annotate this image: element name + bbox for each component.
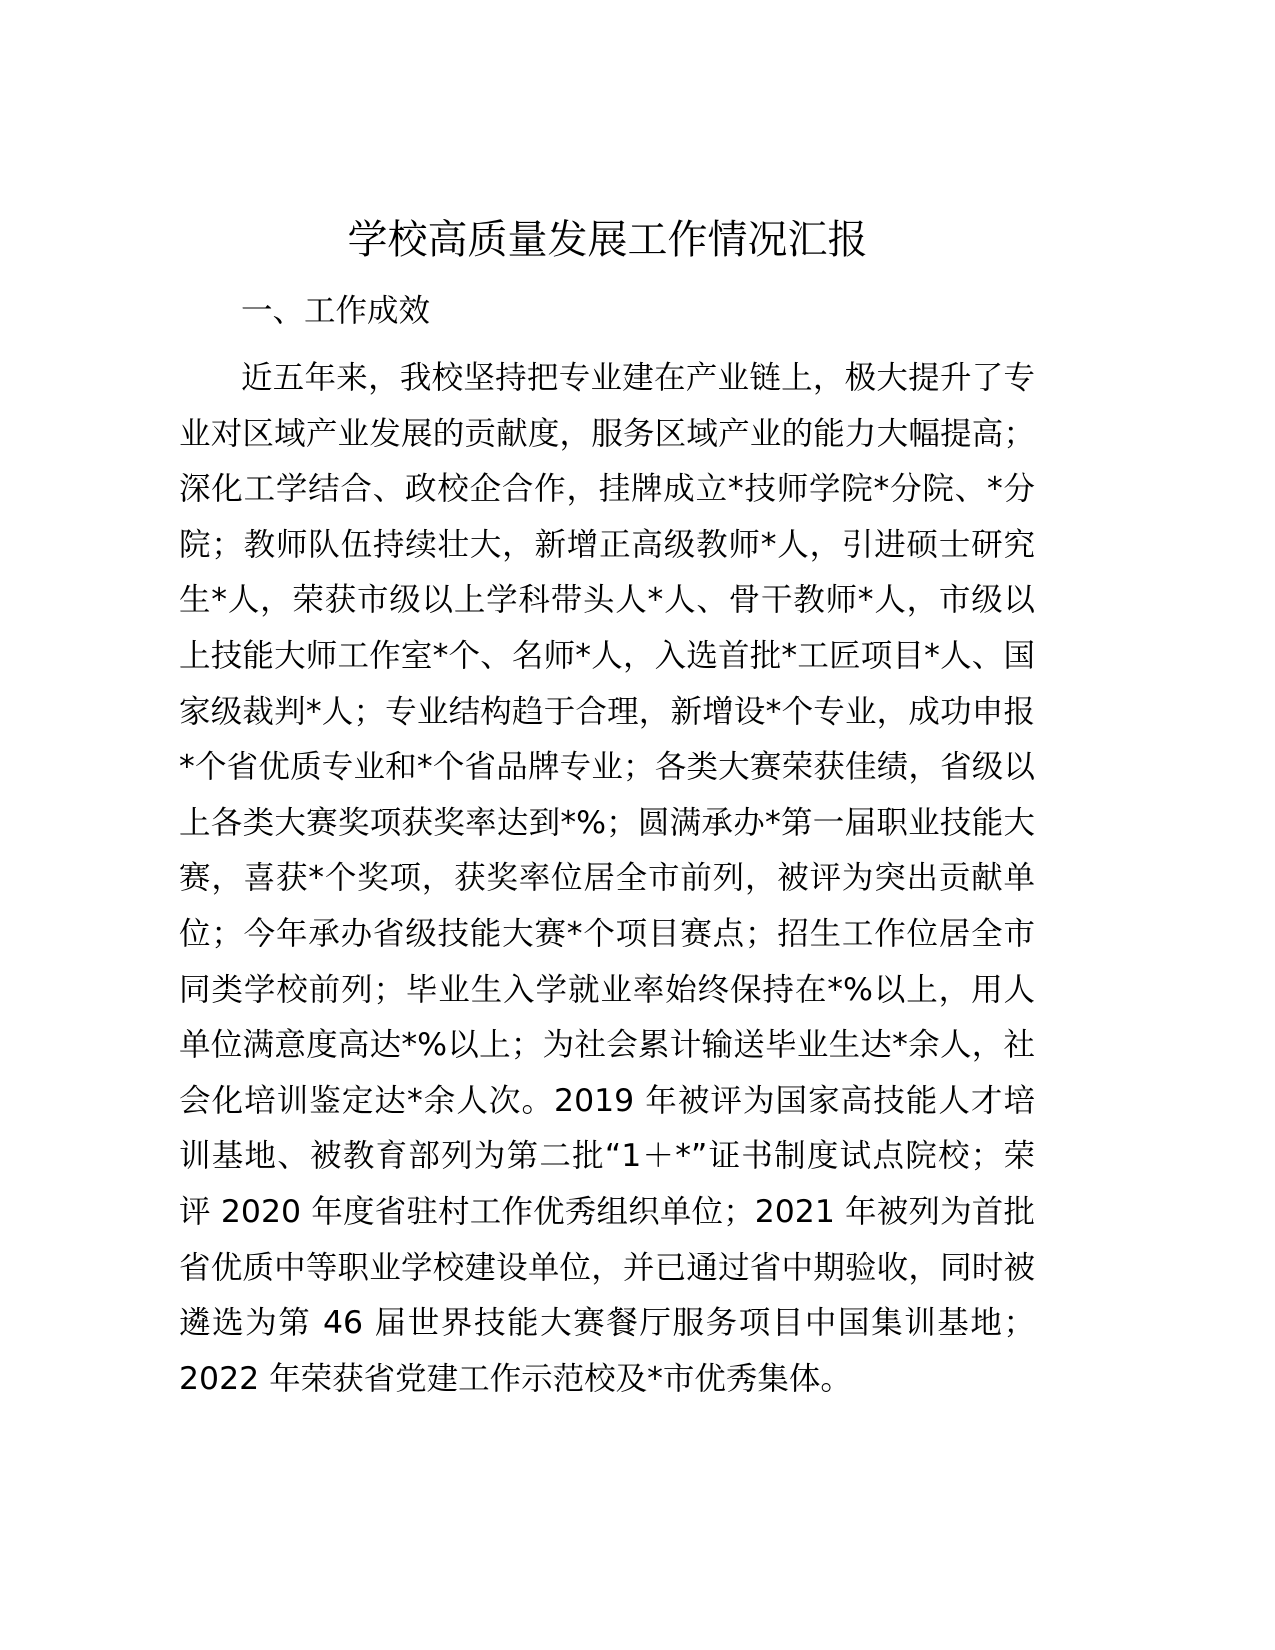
document-title: 学校高质量发展工作情况汇报 [347, 217, 868, 263]
paragraph-line: 生*人，荣获市级以上学科带头人*人、骨干教师*人，市级以 [179, 582, 1035, 619]
paragraph-line: 近五年来，我校坚持把专业建在产业链上，极大提升了专 [241, 360, 1035, 396]
paragraph-line: 位；今年承办省级技能大赛*个项目赛点；招生工作位居全市 [179, 915, 1035, 952]
paragraph-line: 训基地、被教育部列为第二批“1＋*”证书制度试点院校；荣 [179, 1138, 1035, 1175]
paragraph-line: 遴选为第 46 届世界技能大赛餐厅服务项目中国集训基地； [179, 1305, 1035, 1342]
paragraph-line: 赛，喜获*个奖项，获奖率位居全市前列，被评为突出贡献单 [179, 860, 1035, 897]
paragraph-line: 单位满意度高达*%以上；为社会累计输送毕业生达*余人，社 [179, 1027, 1035, 1064]
paragraph-line: 会化培训鉴定达*余人次。2019 年被评为国家高技能人才培 [179, 1082, 1035, 1119]
paragraph-line: 上各类大赛奖项获奖率达到*%；圆满承办*第一届职业技能大 [179, 804, 1035, 841]
paragraph-line: *个省优质专业和*个省品牌专业；各类大赛荣获佳绩，省级以 [179, 749, 1035, 786]
paragraph [179, 357, 1035, 1413]
paragraph-line: 2022 年荣获省党建工作示范校及*市优秀集体。 [179, 1360, 852, 1397]
paragraph-line: 评 2020 年度省驻村工作优秀组织单位；2021 年被列为首批 [179, 1193, 1035, 1230]
paragraph-line: 上技能大师工作室*个、名师*人，入选首批*工匠项目*人、国 [179, 637, 1035, 674]
paragraph-line: 家级裁判*人；专业结构趋于合理，新增设*个专业，成功申报 [179, 693, 1035, 730]
paragraph-line: 业对区域产业发展的贡献度，服务区域产业的能力大幅提高； [179, 415, 1035, 452]
section-heading: 一、工作成效 [241, 293, 431, 329]
paragraph-line: 院；教师队伍持续壮大，新增正高级教师*人，引进硕士研究 [179, 526, 1035, 563]
paragraph-line: 同类学校前列；毕业生入学就业率始终保持在*%以上，用人 [179, 971, 1035, 1008]
paragraph-line: 省优质中等职业学校建设单位，并已通过省中期验收，同时被 [179, 1249, 1035, 1286]
paragraph-line: 深化工学结合、政校企合作，挂牌成立*技师学院*分院、*分 [179, 471, 1035, 508]
